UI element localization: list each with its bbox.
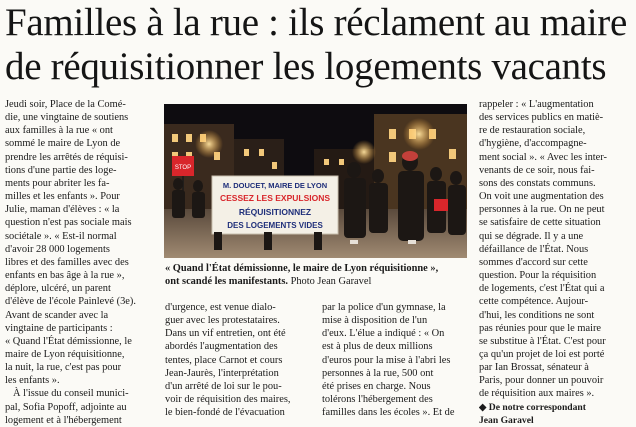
col1-line: d'avoir 28 000 logements xyxy=(5,243,110,255)
photo-credit: Photo Jean Garavel xyxy=(287,276,372,287)
col4-line: Paris, pour donner un pouvoir xyxy=(479,375,604,387)
article-photo xyxy=(164,104,467,258)
small-sign-text: STOP xyxy=(174,165,192,171)
col1-line: question n'est pas sociale mais xyxy=(5,217,132,229)
col4-line: question. Pour la réquisition xyxy=(479,270,597,282)
banner-line-3: RÉQUISITIONNEZ xyxy=(238,207,312,217)
col1-line: Julie, maman d'élèves : « la xyxy=(5,204,120,216)
col1-line: tions d'une partie des loge- xyxy=(5,164,117,176)
col4-line: personnes à la rue. On ne peut xyxy=(479,204,605,216)
col1-line: sommé le maire de Lyon de xyxy=(5,138,121,150)
col1-line: « Quand l'État démissionne, le xyxy=(5,335,132,347)
col4-line: de réquisition aux maires ». xyxy=(479,388,595,400)
col2-line: d'un arrêté de loi sur le pou- xyxy=(165,380,282,392)
col1-line: déplore, ulcéré, un parent xyxy=(5,283,111,295)
caption-quote-line-2: ont scandé les manifestants. xyxy=(165,276,288,287)
col1-line: sociétale ». « Est-il normal xyxy=(5,230,117,242)
col2-line: le bien-fondé de l'évacuation xyxy=(165,407,285,419)
col3-line: personnes à la rue, 500 ont xyxy=(322,367,434,379)
col1-line: enfants en bas âge à la rue », xyxy=(5,270,125,282)
headline-line-2: de réquisitionner les logements vacants xyxy=(5,45,607,88)
col4-line: d'hygiène, d'accompagne- xyxy=(479,138,587,150)
col3-line: tolérons l'hébergement des xyxy=(322,394,433,406)
banner-line-4: DES LOGEMENTS VIDES xyxy=(227,221,323,230)
col2-line: Jean-Jaurès, l'interprétation xyxy=(165,367,279,379)
col4-line: se satisfaire de cette situation xyxy=(479,217,601,229)
col3-line: d'euros pour la mise à l'abri les xyxy=(322,354,451,366)
col4-line: d'hui, les conditions ne sont xyxy=(479,309,595,321)
protest-photo-illustration xyxy=(164,104,467,258)
col2-line: d'urgence, est venue dialo- xyxy=(165,302,276,313)
col2-line: abordés l'augmentation des xyxy=(165,341,278,353)
col1-line: la nuit, la rue, c'est pas pour xyxy=(5,362,122,374)
article-column-3 xyxy=(322,301,472,419)
article-column-4 xyxy=(479,98,631,427)
protest-banner xyxy=(212,176,338,234)
col4-line: qui se dégrade. Il y a une xyxy=(479,230,584,242)
col2-line: voir de réquisition des maires, xyxy=(165,394,291,406)
col4-line: pas réunies pour que le maire xyxy=(479,322,602,334)
col4-line: défaillance de l'État. Nous xyxy=(479,243,589,255)
col1-line: les enfants ». xyxy=(5,375,60,387)
correspondent-name: Jean Garavel xyxy=(479,414,534,426)
col4-line: venants de ce soir, nous fai- xyxy=(479,164,595,176)
col4-line: ment social ». « Avec les inter- xyxy=(479,151,607,163)
col3-line: été prises en charge. Nous xyxy=(322,380,431,392)
col3-line: d'eux. L'élue a indiqué : « On xyxy=(322,328,445,340)
headline-line-1: Familles à la rue : ils réclament au maire xyxy=(5,1,627,44)
col4-line: rappeler : « L'augmentation xyxy=(479,99,594,110)
col4-line: sommes d'accord sur cette xyxy=(479,256,588,268)
col1-line: Jeudi soir, Place de la Comé- xyxy=(5,99,126,110)
col2-line: guer avec les protestataires. xyxy=(165,315,280,327)
col4-line: re de restauration sociale, xyxy=(479,125,586,137)
col4-line: ça qu'un projet de loi est porté xyxy=(479,348,605,360)
col1-line: Avant de scander avec la xyxy=(5,309,109,321)
article-headline xyxy=(5,1,633,89)
col1-line: vingtaine de participants : xyxy=(5,322,113,334)
col1-line: prendre les arrêtés de réquisi- xyxy=(5,151,128,163)
col1-line: libres et des familles avec des xyxy=(5,256,129,268)
article-column-2 xyxy=(165,301,317,419)
col1-line: logement et à l'hébergement xyxy=(5,414,122,426)
col4-line: des services publics en matiè- xyxy=(479,112,604,124)
col1-line: d'élève de l'école Painlevé (3e). xyxy=(5,296,136,308)
col3-line: est à plus de deux millions xyxy=(322,341,433,353)
col4-line: par Ian Brossat, sénateur à xyxy=(479,362,589,374)
col4-line: On voit une augmentation des xyxy=(479,191,604,203)
col4-line: se substitue à l'État. C'est pour xyxy=(479,335,606,347)
correspondent-label: ◆ De notre correspondant xyxy=(479,401,586,413)
col1-line: milles et les enfants ». Pour xyxy=(5,191,120,203)
col4-line: cette compétence. Aujour- xyxy=(479,296,589,308)
col1-line: À l'issue du conseil munici- xyxy=(13,388,129,400)
col3-line: par la police d'un gymnase, la xyxy=(322,302,446,313)
banner-line-2: CESSEZ LES EXPULSIONS xyxy=(219,193,331,203)
col1-line: die, une vingtaine de soutiens xyxy=(5,112,129,124)
col4-line: sons des constats communs. xyxy=(479,177,596,189)
col1-line: ments pour abriter les fa- xyxy=(5,177,110,189)
col2-line: Dans un vif entretien, ont été xyxy=(165,328,286,340)
col3-line: familles dans les écoles ». Et de xyxy=(322,407,455,419)
col3-line: mise à disposition de l'un xyxy=(322,315,428,327)
article-column-1 xyxy=(5,98,155,427)
banner-line-1: M. DOUCET, MAIRE DE LYON xyxy=(222,181,328,190)
col1-line: maire de Lyon réquisitionne, xyxy=(5,348,125,360)
col1-line: aux familles à la rue « ont xyxy=(5,125,113,137)
caption-quote-line-1: « Quand l'État démissionne, le maire de Lyon réquisitionne », xyxy=(165,263,439,274)
col4-line: de logements, c'est l'État qui a xyxy=(479,283,605,295)
col2-line: tentes, place Carnot et cours xyxy=(165,354,283,366)
col1-line: pal, Sofia Popoff, adjointe au xyxy=(5,401,127,413)
photo-caption xyxy=(165,262,467,288)
